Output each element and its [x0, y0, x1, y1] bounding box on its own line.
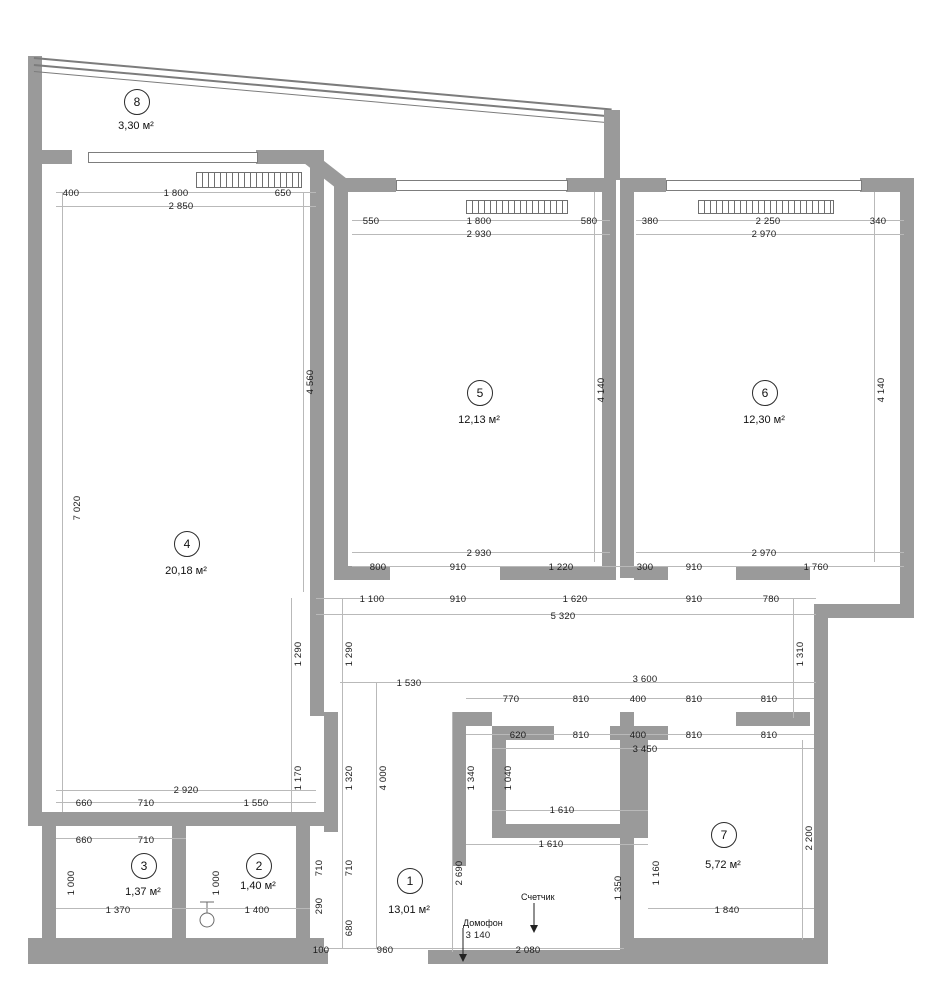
room-area-value: 1,37 м²: [125, 886, 161, 898]
room-number: 4: [183, 537, 191, 551]
room-marker-2: [246, 853, 272, 879]
dimension-label: 910: [449, 594, 467, 605]
dimension-label: 800: [369, 562, 387, 573]
wall-bath-right: [296, 826, 310, 938]
dimension-label: 4 560: [305, 369, 316, 395]
dimension-label: 810: [685, 730, 703, 741]
dimension-label: 1 550: [243, 798, 269, 809]
wall-outer-right-lower: [814, 604, 828, 964]
dimension-label: 340: [869, 216, 887, 227]
dimension-label: 550: [362, 216, 380, 227]
dimension-label: 1 800: [466, 216, 492, 227]
room-marker-6: [752, 380, 778, 406]
wall-entry-left: [428, 950, 442, 964]
dim-line-room6-right-vertical: [874, 192, 875, 562]
dimension-label: 5 320: [550, 611, 576, 622]
dim-line-hall-v2: [342, 598, 343, 948]
dimension-label: 2 250: [755, 216, 781, 227]
dimension-label: 1 040: [503, 765, 514, 791]
dimension-label: 1 000: [66, 870, 77, 896]
dimension-label: 2 850: [168, 201, 194, 212]
dim-line-hall-v4: [452, 712, 453, 952]
dimension-label: 580: [580, 216, 598, 227]
room-number: 2: [255, 859, 263, 873]
balcony-glazing-inner: [34, 64, 612, 118]
dimension-label: 3 140: [465, 930, 491, 941]
dimension-label: 1 310: [795, 641, 806, 667]
room-marker-4: [174, 531, 200, 557]
dimension-label: 1 290: [293, 641, 304, 667]
dimension-label: 1 170: [293, 765, 304, 791]
wall-wc-left: [42, 826, 56, 938]
room-area-3: [103, 886, 183, 898]
wall-room4-left: [28, 150, 42, 826]
dimension-label: 810: [572, 730, 590, 741]
wall-room6-right: [900, 178, 914, 608]
room-number: 7: [720, 828, 728, 842]
dimension-label: 1 220: [548, 562, 574, 573]
dimension-label: 910: [685, 594, 703, 605]
wall-bath-divider: [172, 826, 186, 938]
dimension-label: 3 600: [632, 674, 658, 685]
dimension-label: 7 020: [72, 495, 83, 521]
dimension-label: 810: [685, 694, 703, 705]
room-area-5: [439, 414, 519, 426]
dimension-label: 4 140: [596, 377, 607, 403]
wall-kitchen-inner-bottom: [492, 824, 648, 838]
room-area-value: 1,40 м²: [240, 880, 276, 892]
room-area-value: 5,72 м²: [705, 859, 741, 871]
dimension-label: 650: [274, 188, 292, 199]
dim-line-hall-v5: [793, 598, 794, 718]
wall-kitchen-left: [452, 712, 466, 852]
wall-outer-right-diagonal: [828, 604, 914, 618]
dimension-label: 910: [685, 562, 703, 573]
balcony-glazing-outer: [34, 57, 612, 111]
dimension-label: 2 930: [466, 229, 492, 240]
dimension-label: 2 930: [466, 548, 492, 559]
dimension-label: 3 450: [632, 744, 658, 755]
dim-line-room5-right-vertical: [594, 192, 595, 562]
dimension-label: 380: [641, 216, 659, 227]
room-number: 5: [476, 386, 484, 400]
dimension-label: 810: [760, 730, 778, 741]
dimension-label: 1 320: [344, 765, 355, 791]
room-area-value: 20,18 м²: [165, 565, 207, 577]
room-number: 1: [406, 874, 414, 888]
balcony-glazing-mid: [34, 71, 612, 124]
room-marker-5: [467, 380, 493, 406]
dimension-label: 1 000: [211, 870, 222, 896]
dimension-label: 1 620: [562, 594, 588, 605]
dimension-label: 1 800: [163, 188, 189, 199]
dimension-label: 710: [314, 859, 325, 877]
dimension-label: 400: [629, 730, 647, 741]
room-area-8: [96, 120, 176, 132]
dimension-label: 1 530: [396, 678, 422, 689]
room-area-2: [218, 880, 298, 892]
dimension-label: 1 160: [651, 860, 662, 886]
dim-line-left-vertical: [62, 192, 63, 812]
dimension-label: 100: [312, 945, 330, 956]
dimension-label: 400: [629, 694, 647, 705]
label-schetchik-text: Счетчик: [521, 892, 555, 902]
window-room4: [88, 152, 258, 163]
room-marker-8: [124, 89, 150, 115]
window-room6: [666, 180, 862, 191]
dimension-label: 710: [344, 859, 355, 877]
dimension-label: 2 970: [751, 229, 777, 240]
wall-room7-bottom-outer: [634, 950, 828, 964]
dimension-label: 1 370: [105, 905, 131, 916]
wall-bottom-outer: [28, 950, 328, 964]
dim-line-room4-right-vertical: [303, 192, 304, 592]
room-area-value: 3,30 м²: [118, 120, 154, 132]
dimension-label: 710: [137, 798, 155, 809]
dimension-label: 1 760: [803, 562, 829, 573]
dim-line-hall-v6: [802, 740, 803, 940]
wall-hall-vertical: [324, 712, 338, 832]
room-area-4: [146, 565, 226, 577]
wall-balcony-right: [604, 110, 620, 180]
dimension-label: 2 970: [751, 548, 777, 559]
wall-room5-left: [334, 178, 348, 580]
dimension-label: 1 340: [466, 765, 477, 791]
dimension-label: 680: [344, 919, 355, 937]
room-marker-7: [711, 822, 737, 848]
room-area-1: [369, 904, 449, 916]
dimension-label: 2 690: [454, 860, 465, 886]
room-marker-1: [397, 868, 423, 894]
room-number: 8: [133, 95, 141, 109]
schetchik-arrow-icon: [527, 903, 547, 937]
dimension-label: 400: [62, 188, 80, 199]
dimension-label: 1 840: [714, 905, 740, 916]
dimension-label: 770: [502, 694, 520, 705]
dimension-label: 1 400: [244, 905, 270, 916]
room-area-value: 12,30 м²: [743, 414, 785, 426]
dim-line-hall-v1: [291, 598, 292, 812]
dimension-label: 710: [137, 835, 155, 846]
label-domofon: [463, 918, 503, 928]
radiator-room5: [466, 200, 568, 214]
dimension-label: 1 610: [549, 805, 575, 816]
wall-kitchen-top-4: [736, 712, 810, 726]
room-area-value: 12,13 м²: [458, 414, 500, 426]
dimension-label: 290: [314, 897, 325, 915]
wall-kitchen-top: [452, 712, 492, 726]
room-marker-3: [131, 853, 157, 879]
wall-room6-left: [620, 178, 634, 578]
label-schetchik: [521, 892, 555, 902]
dimension-label: 1 290: [344, 641, 355, 667]
window-room5: [396, 180, 568, 191]
dimension-label: 810: [760, 694, 778, 705]
room-area-6: [724, 414, 804, 426]
dimension-label: 4 000: [378, 765, 389, 791]
dimension-label: 1 610: [538, 839, 564, 850]
dimension-label: 810: [572, 694, 590, 705]
dimension-label: 1 350: [613, 875, 624, 901]
dimension-label: 620: [509, 730, 527, 741]
room-number: 6: [761, 386, 769, 400]
dimension-label: 4 140: [876, 377, 887, 403]
dimension-label: 2 080: [515, 945, 541, 956]
room-area-7: [683, 859, 763, 871]
dimension-label: 2 920: [173, 785, 199, 796]
dimension-label: 960: [376, 945, 394, 956]
dimension-label: 780: [762, 594, 780, 605]
label-domofon-text: Домофон: [463, 918, 503, 928]
dimension-label: 2 200: [804, 825, 815, 851]
dimension-label: 910: [449, 562, 467, 573]
dimension-label: 300: [636, 562, 654, 573]
dimension-label: 660: [75, 798, 93, 809]
dimension-label: 660: [75, 835, 93, 846]
dimension-label: 1 100: [359, 594, 385, 605]
room-number: 3: [140, 859, 148, 873]
wall-room4-bottom: [42, 812, 324, 826]
radiator-room6: [698, 200, 834, 214]
radiator-room4: [196, 172, 302, 188]
room-area-value: 13,01 м²: [388, 904, 430, 916]
